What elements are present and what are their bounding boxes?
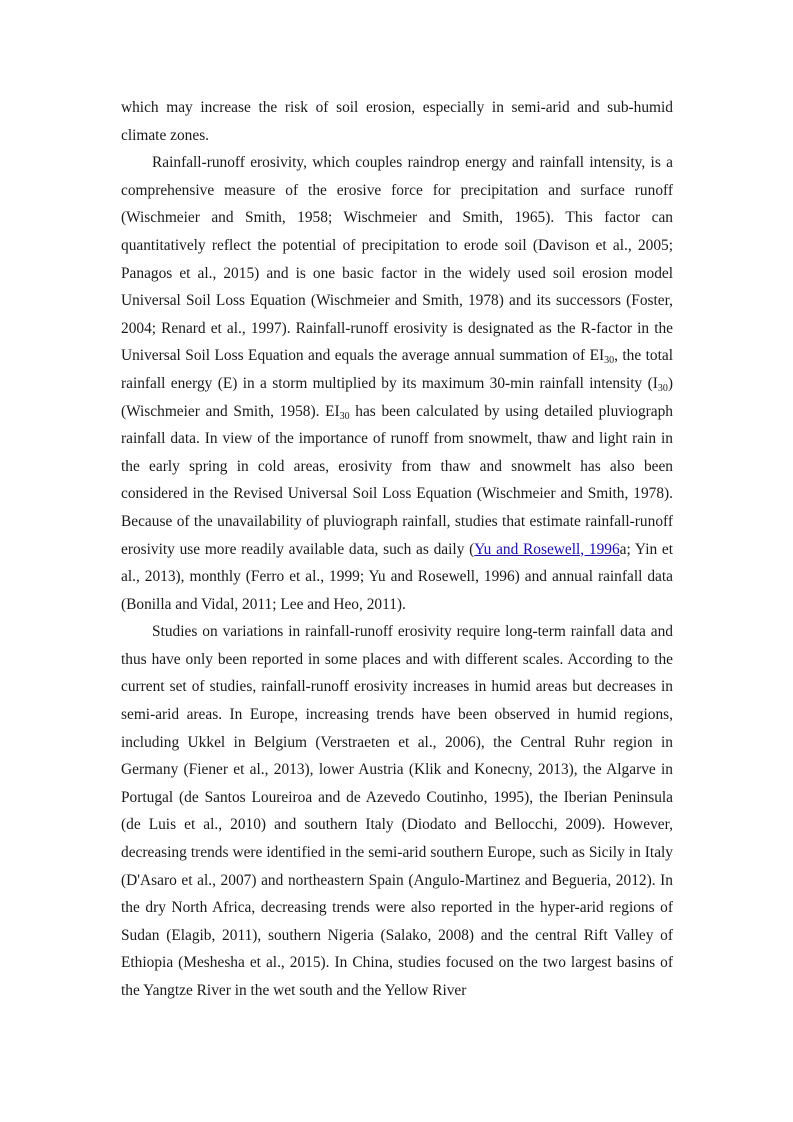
subscript: 30 <box>339 410 350 422</box>
text-run: Rainfall-runoff erosivity, which couples raindrop energy and rainfall intensity, is a comprehensive measure of the erosive force for precipitation and surface runoff (Wischmeier and Smith, 1958; Wischmeier and Smith, 1965). This factor can quantitatively reflect the potential of precipitation to erode soil (Davison et al., 2005; Panagos et al., 2015) and is one basic factor in the widely used soil erosion model Universal Soil Loss Equation (Wischmeier and Smith, 1978) and its successors (Foster, 2004; Renard et al., 1997). Rainfall-runoff erosivity is designated as the R-factor in the Universal Soil Loss Equation and equals the average annual summation of EI <box>121 154 673 365</box>
paragraph-continuation <box>121 94 673 149</box>
text-run: which may increase the risk of soil erosion, especially in semi-arid and sub-humid climate zones. <box>121 99 673 144</box>
text-run: Studies on variations in rainfall-runoff erosivity require long-term rainfall data and thus have only been reported in some places and with different scales. According to the current set of studies, rainfall-runoff erosivity increases in humid areas but decreases in semi-arid areas. In Europe, increasing trends have been observed in humid regions, including Ukkel in Belgium (Verstraeten et al., 2006), the Central Ruhr region in Germany (Fiener et al., 2013), lower Austria (Klik and Konecny, 2013), the Algarve in Portugal (de Santos Loureiroa and de Azevedo Coutinho, 1995), the Iberian Peninsula (de Luis et al., 2010) and southern Italy (Diodato and Bellocchi, 2009). However, decreasing trends were identified in the semi-arid southern Europe, such as Sicily in Italy (D'Asaro et al., 2007) and northeastern Spain (Angulo-Martinez and Begueria, 2012). In the dry North Africa, decreasing trends were also reported in the hyper-arid regions of Sudan (Elagib, 2011), southern Nigeria (Salako, 2008) and the central Rift Valley of Ethiopia (Meshesha et al., 2015). In China, studies focused on the two largest basins of the Yangtze River in the wet south and the Yellow River <box>121 623 673 999</box>
paragraph-rainfall-erosivity <box>121 149 673 618</box>
paragraph-erosivity-variations <box>121 618 673 1004</box>
text-run: , the total rainfall energy (E) in a storm multiplied by its maximum 30-min rainfall intensity (I <box>121 347 673 392</box>
text-run: has been calculated by using detailed pluviograph rainfall data. In view of the importance of runoff from snowmelt, thaw and light rain in the early spring in cold areas, erosivity from thaw and snowmelt has also been considered in the Revised Universal Soil Loss Equation (Wischmeier and Smith, 1978). Because of the unavailability of pluviograph rainfall, studies that estimate rainfall-runoff erosivity use more readily available data, such as daily ( <box>121 402 673 558</box>
text-run: a; Yin et al., 2013), monthly (Ferro et al., 1999; Yu and Rosewell, 1996) and annual rainfall data (Bonilla and Vidal, 2011; Lee and Heo, 2011). <box>121 540 674 613</box>
document-page <box>121 94 673 1005</box>
citation-link[interactable]: Yu and Rosewell, 1996 <box>474 540 620 558</box>
text-run: ) (Wischmeier and Smith, 1958). EI <box>121 374 673 420</box>
subscript: 30 <box>657 382 668 394</box>
subscript: 30 <box>604 355 615 367</box>
